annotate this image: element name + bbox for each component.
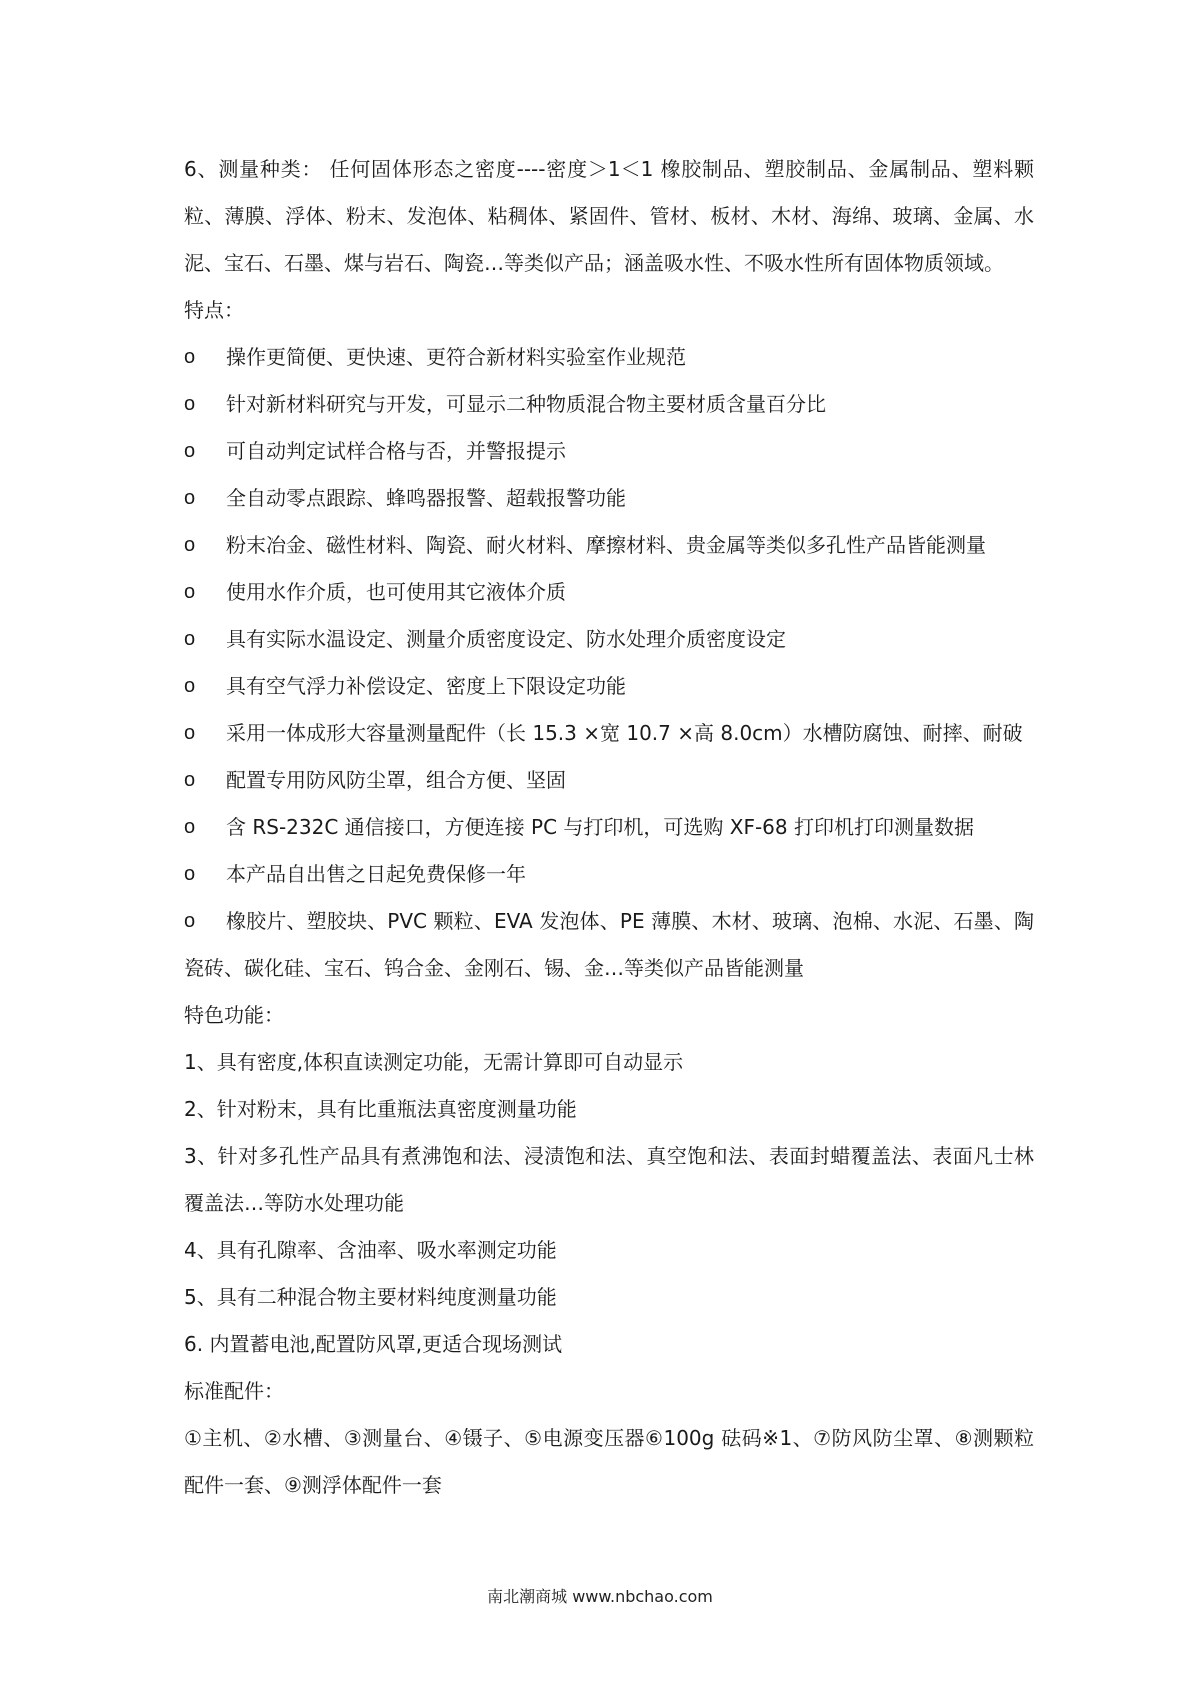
list-item <box>184 428 1034 475</box>
accessories-heading: 标准配件： <box>184 1379 284 1403</box>
list-item-text: 具有空气浮力补偿设定、密度上下限设定功能 <box>226 674 626 698</box>
list-item <box>184 616 1034 663</box>
list-item <box>184 757 1034 804</box>
list-item: 4、具有孔隙率、含油率、吸水率测定功能 <box>184 1238 557 1262</box>
list-item <box>184 522 1034 569</box>
features-list <box>184 334 1034 992</box>
bullet-icon: o <box>184 393 196 415</box>
features-heading: 特点： <box>184 298 244 322</box>
bullet-icon: o <box>184 816 196 838</box>
list-item-text: 操作更简便、更快速、更符合新材料实验室作业规范 <box>226 345 686 369</box>
special-features-heading: 特色功能： <box>184 1003 284 1027</box>
list-item-text: 具有实际水温设定、测量介质密度设定、防水处理介质密度设定 <box>226 627 786 651</box>
document-body <box>184 146 1034 1509</box>
intro-paragraph: 6、测量种类： 任何固体形态之密度----密度＞1＜1 橡胶制品、塑胶制品、金属制品、塑料颗粒、薄膜、浮体、粉末、发泡体、粘稠体、紧固件、管材、板材、木材、海绵、玻璃、金属、水泥、宝石、石墨、煤与岩石、陶瓷…等类似产品；涵盖吸水性、不吸水性所有固体物质领域。 <box>184 157 1034 275</box>
bullet-icon: o <box>184 769 196 791</box>
list-item: 5、具有二种混合物主要材料纯度测量功能 <box>184 1285 557 1309</box>
list-item-text: 全自动零点跟踪、蜂鸣器报警、超载报警功能 <box>226 486 626 510</box>
accessories-paragraph: ①主机、②水槽、③测量台、④镊子、⑤电源变压器⑥100g 砝码※1、⑦防风防尘罩、⑧测颗粒配件一套、⑨测浮体配件一套 <box>184 1426 1034 1497</box>
list-item <box>184 804 1034 851</box>
list-item <box>184 710 1034 757</box>
bullet-icon: o <box>184 487 196 509</box>
page-footer: 南北潮商城 www.nbchao.com <box>487 1587 713 1606</box>
list-item-text: 配置专用防风防尘罩，组合方便、坚固 <box>226 768 566 792</box>
list-item-text: 橡胶片、塑胶块、PVC 颗粒、EVA 发泡体、PE 薄膜、木材、玻璃、泡棉、水泥、石墨、陶瓷砖、碳化硅、宝石、钨合金、金刚石、锡、金…等类似产品皆能测量 <box>184 909 1034 980</box>
list-item: 6. 内置蓄电池,配置防风罩,更适合现场测试 <box>184 1332 563 1356</box>
bullet-icon: o <box>184 346 196 368</box>
list-item <box>184 663 1034 710</box>
bullet-icon: o <box>184 722 196 744</box>
list-item-text: 可自动判定试样合格与否，并警报提示 <box>226 439 566 463</box>
bullet-icon: o <box>184 863 196 885</box>
list-item-text: 粉末冶金、磁性材料、陶瓷、耐火材料、摩擦材料、贵金属等类似多孔性产品皆能测量 <box>226 533 986 557</box>
bullet-icon: o <box>184 628 196 650</box>
list-item-text: 针对新材料研究与开发，可显示二种物质混合物主要材质含量百分比 <box>226 392 826 416</box>
bullet-icon: o <box>184 581 196 603</box>
bullet-icon: o <box>184 910 196 932</box>
list-item-text: 使用水作介质，也可使用其它液体介质 <box>226 580 566 604</box>
list-item-text: 本产品自出售之日起免费保修一年 <box>226 862 526 886</box>
list-item <box>184 381 1034 428</box>
special-features-list <box>184 1039 1034 1368</box>
bullet-icon: o <box>184 534 196 556</box>
list-item-text: 采用一体成形大容量测量配件（长 15.3 ×宽 10.7 ×高 8.0cm）水槽防腐蚀、耐摔、耐破 <box>226 721 1023 745</box>
list-item <box>184 334 1034 381</box>
list-item <box>184 569 1034 616</box>
list-item <box>184 898 1034 992</box>
bullet-icon: o <box>184 440 196 462</box>
list-item <box>184 475 1034 522</box>
list-item-text: 含 RS-232C 通信接口，方便连接 PC 与打印机，可选购 XF-68 打印机打印测量数据 <box>226 815 974 839</box>
list-item <box>184 851 1034 898</box>
bullet-icon: o <box>184 675 196 697</box>
list-item: 3、针对多孔性产品具有煮沸饱和法、浸渍饱和法、真空饱和法、表面封蜡覆盖法、表面凡士林覆盖法…等防水处理功能 <box>184 1144 1034 1215</box>
list-item: 1、具有密度,体积直读测定功能，无需计算即可自动显示 <box>184 1050 684 1074</box>
list-item: 2、针对粉末，具有比重瓶法真密度测量功能 <box>184 1097 577 1121</box>
